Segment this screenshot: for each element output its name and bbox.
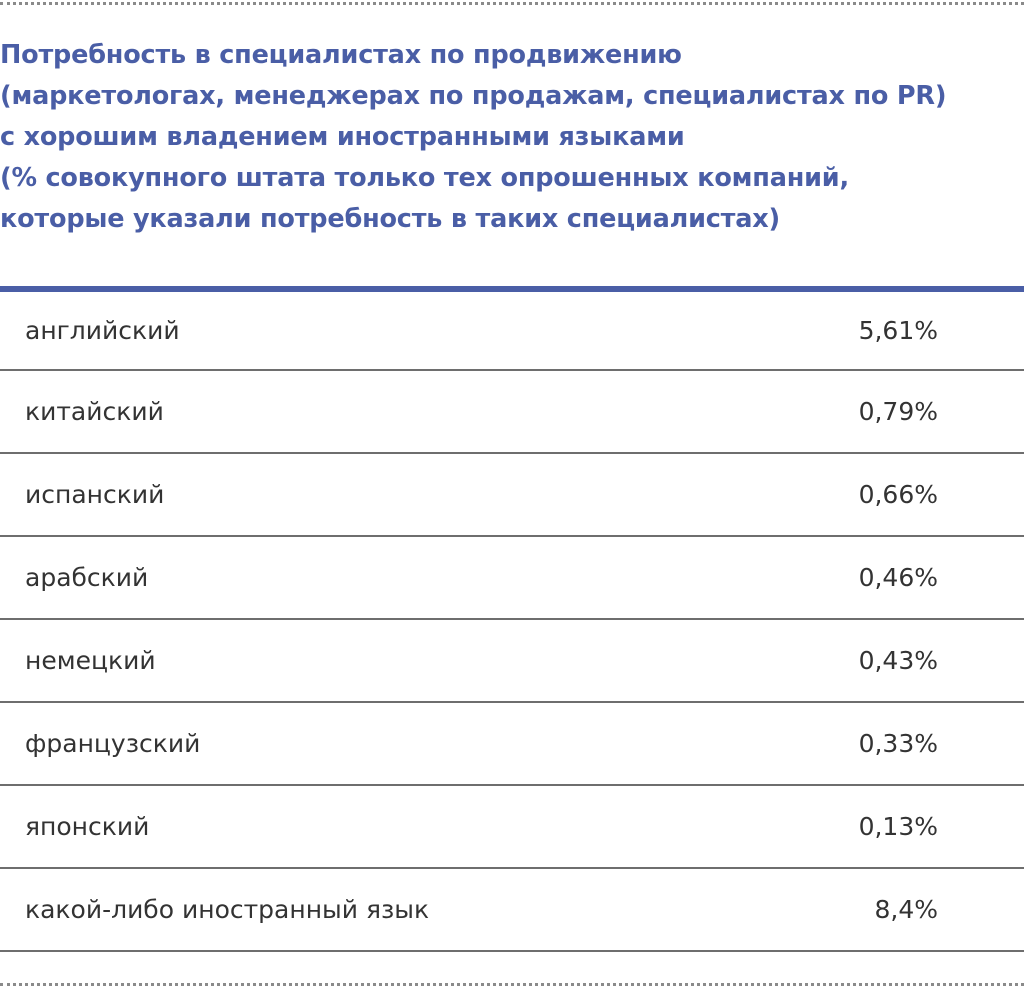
table-row <box>0 454 1024 537</box>
table-row <box>0 620 1024 703</box>
title-line: которые указали потребность в таких специалистах) <box>0 204 780 234</box>
table-row <box>0 292 1024 371</box>
percent-value: 0,66% <box>858 480 938 509</box>
title-line: Потребность в специалистах по продвижению <box>0 40 682 70</box>
percent-value: 0,43% <box>858 646 938 675</box>
bottom-dotted-divider <box>0 983 1024 986</box>
percent-value: 8,4% <box>874 895 938 924</box>
language-label: французский <box>25 729 201 758</box>
percent-value: 0,13% <box>858 812 938 841</box>
table-row <box>0 371 1024 454</box>
title-line: с хорошим владением иностранными языками <box>0 122 685 152</box>
title-line: (% совокупного штата только тех опрошенных компаний, <box>0 163 849 193</box>
percent-value: 0,46% <box>858 563 938 592</box>
language-label: японский <box>25 812 150 841</box>
table-row <box>0 537 1024 620</box>
table-row-total <box>0 869 1024 952</box>
title-line: (маркетологах, менеджерах по продажам, специалистах по PR) <box>0 81 947 111</box>
percent-value: 5,61% <box>858 316 938 345</box>
percent-value: 0,33% <box>858 729 938 758</box>
language-label: английский <box>25 316 180 345</box>
language-label: какой-либо иностранный язык <box>25 895 430 924</box>
language-label: арабский <box>25 563 149 592</box>
table-row <box>0 703 1024 786</box>
language-label: китайский <box>25 397 164 426</box>
language-table <box>0 292 1024 952</box>
table-row <box>0 786 1024 869</box>
percent-value: 0,79% <box>858 397 938 426</box>
table-title <box>0 35 1000 240</box>
top-dotted-divider <box>0 2 1024 5</box>
language-label: немецкий <box>25 646 156 675</box>
language-label: испанский <box>25 480 165 509</box>
